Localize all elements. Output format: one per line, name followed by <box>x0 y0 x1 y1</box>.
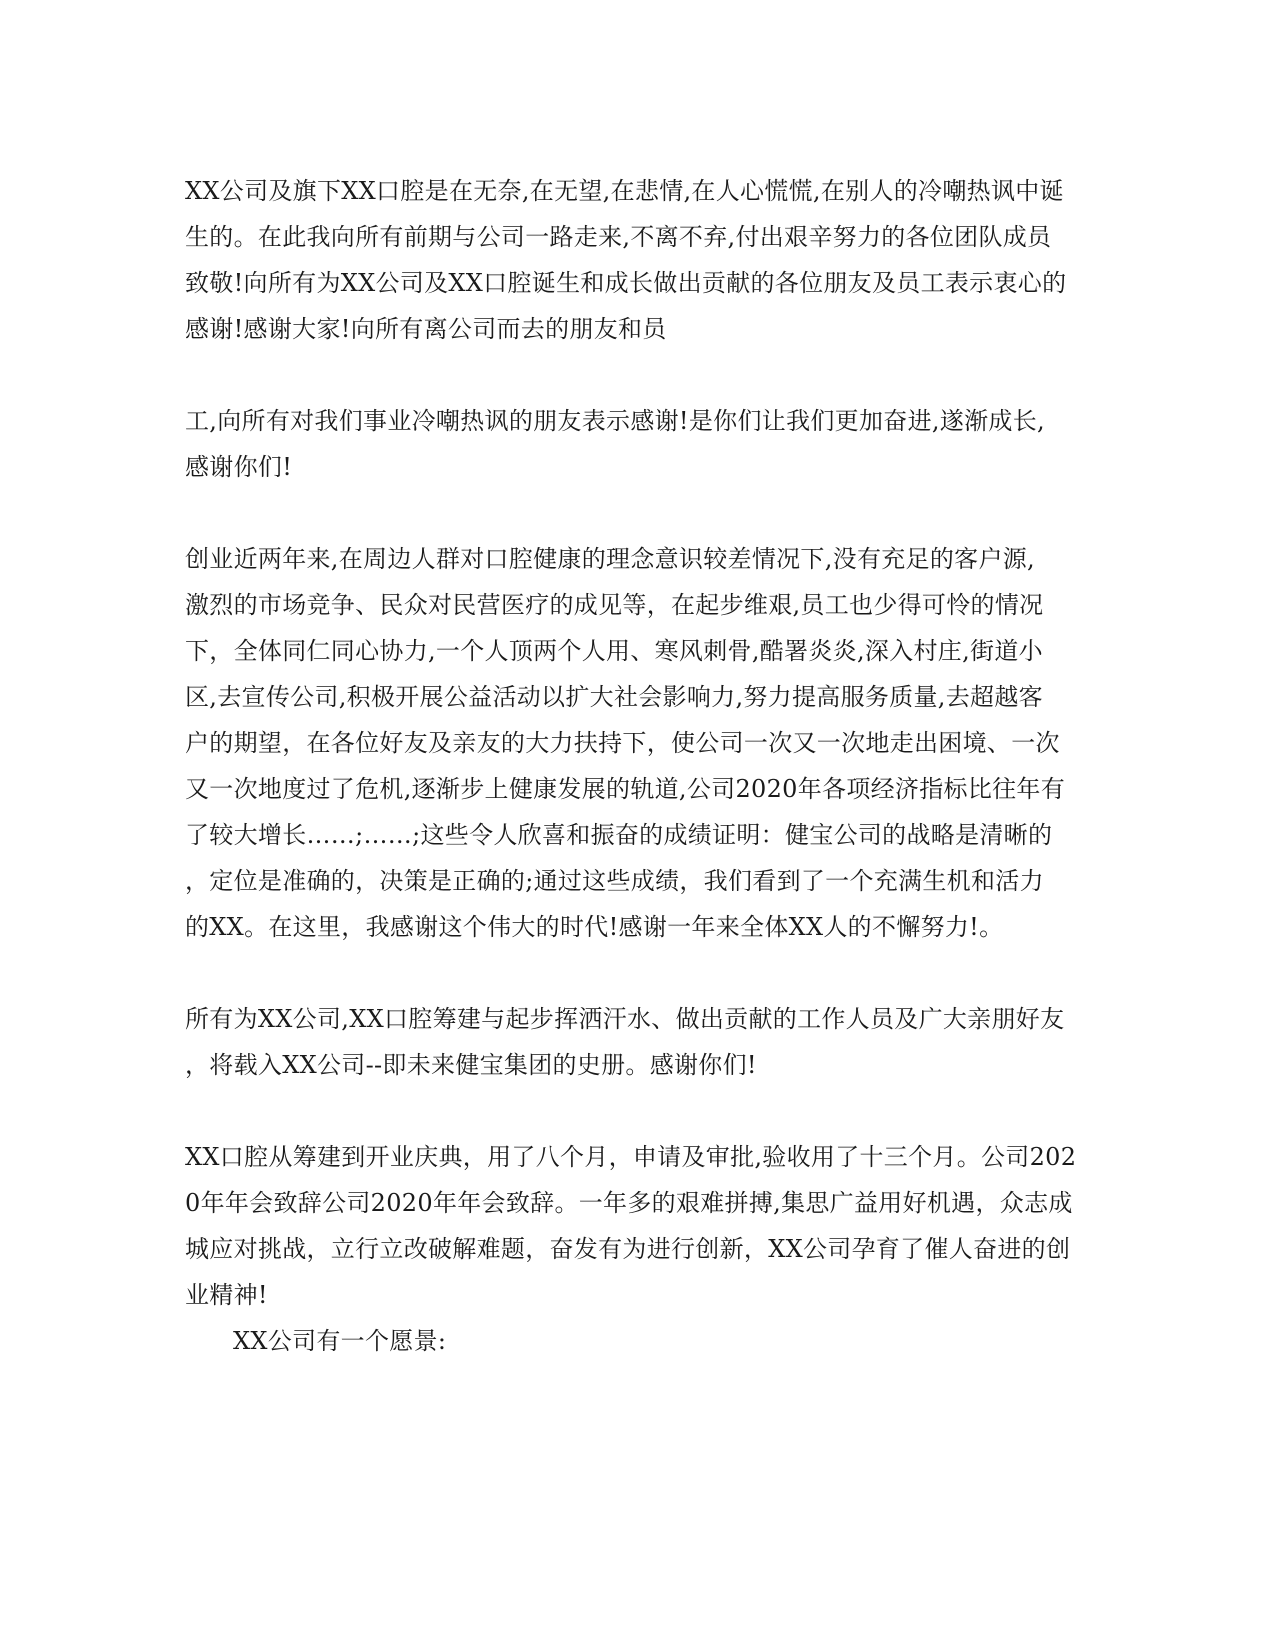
paragraph-2-line-1: 工,向所有对我们事业冷嘲热讽的朋友表示感谢!是你们让我们更加奋进,遂渐成长, <box>185 407 1045 435</box>
paragraph-1-line-4: 感谢!感谢大家!向所有离公司而去的朋友和员 <box>185 315 667 343</box>
paragraph-4-line-1: 所有为XX公司,XX口腔筹建与起步挥洒汗水、做出贡献的工作人员及广大亲朋好友 <box>185 1005 1065 1033</box>
paragraph-1-line-1: XX公司及旗下XX口腔是在无奈,在无望,在悲情,在人心慌慌,在别人的冷嘲热讽中诞 <box>185 177 1064 205</box>
paragraph-5-line-3: 城应对挑战，立行立改破解难题，奋发有为进行创新，XX公司孕育了催人奋进的创 <box>185 1235 1071 1263</box>
paragraph-5-line-4: 业精神! <box>185 1281 268 1309</box>
paragraph-1-line-2: 生的。在此我向所有前期与公司一路走来,不离不弃,付出艰辛努力的各位团队成员 <box>185 223 1052 251</box>
paragraph-6-line-1: XX公司有一个愿景: <box>233 1327 447 1355</box>
paragraph-3-line-7: 了较大增长……;……;这些令人欣喜和振奋的成绩证明：健宝公司的战略是清晰的 <box>185 821 1053 849</box>
paragraph-3-line-8: ，定位是准确的，决策是正确的;通过这些成绩，我们看到了一个充满生机和活力 <box>185 867 1044 895</box>
paragraph-3-line-2: 激烈的市场竞争、民众对民营医疗的成见等，在起步维艰,员工也少得可怜的情况 <box>185 591 1044 619</box>
paragraph-5-line-2: 0年年会致辞公司2020年年会致辞。一年多的艰难拼搏,集思广益用好机遇，众志成 <box>185 1189 1073 1217</box>
paragraph-3-line-3: 下，全体同仁同心协力,一个人顶两个人用、寒风刺骨,酷署炎炎,深入村庄,街道小 <box>185 637 1043 665</box>
paragraph-5-line-1: XX口腔从筹建到开业庆典，用了八个月，申请及审批,验收用了十三个月。公司202 <box>185 1143 1077 1171</box>
paragraph-1-line-3: 致敬!向所有为XX公司及XX口腔诞生和成长做出贡献的各位朋友及员工表示衷心的 <box>185 269 1067 297</box>
paragraph-4-line-2: ，将载入XX公司--即未来健宝集团的史册。感谢你们! <box>185 1051 757 1079</box>
paragraph-3-line-5: 户的期望，在各位好友及亲友的大力扶持下，使公司一次又一次地走出困境、一次 <box>185 729 1060 757</box>
paragraph-3-line-4: 区,去宣传公司,积极开展公益活动以扩大社会影响力,努力提高服务质量,去超越客 <box>185 683 1043 711</box>
paragraph-3-line-1: 创业近两年来,在周边人群对口腔健康的理念意识较差情况下,没有充足的客户源, <box>185 545 1035 573</box>
paragraph-3-line-9: 的XX。在这里，我感谢这个伟大的时代!感谢一年来全体XX人的不懈努力!。 <box>185 913 1004 941</box>
paragraph-3-line-6: 又一次地度过了危机,逐渐步上健康发展的轨道,公司2020年各项经济指标比往年有 <box>185 775 1066 803</box>
paragraph-2-line-2: 感谢你们! <box>185 453 293 481</box>
